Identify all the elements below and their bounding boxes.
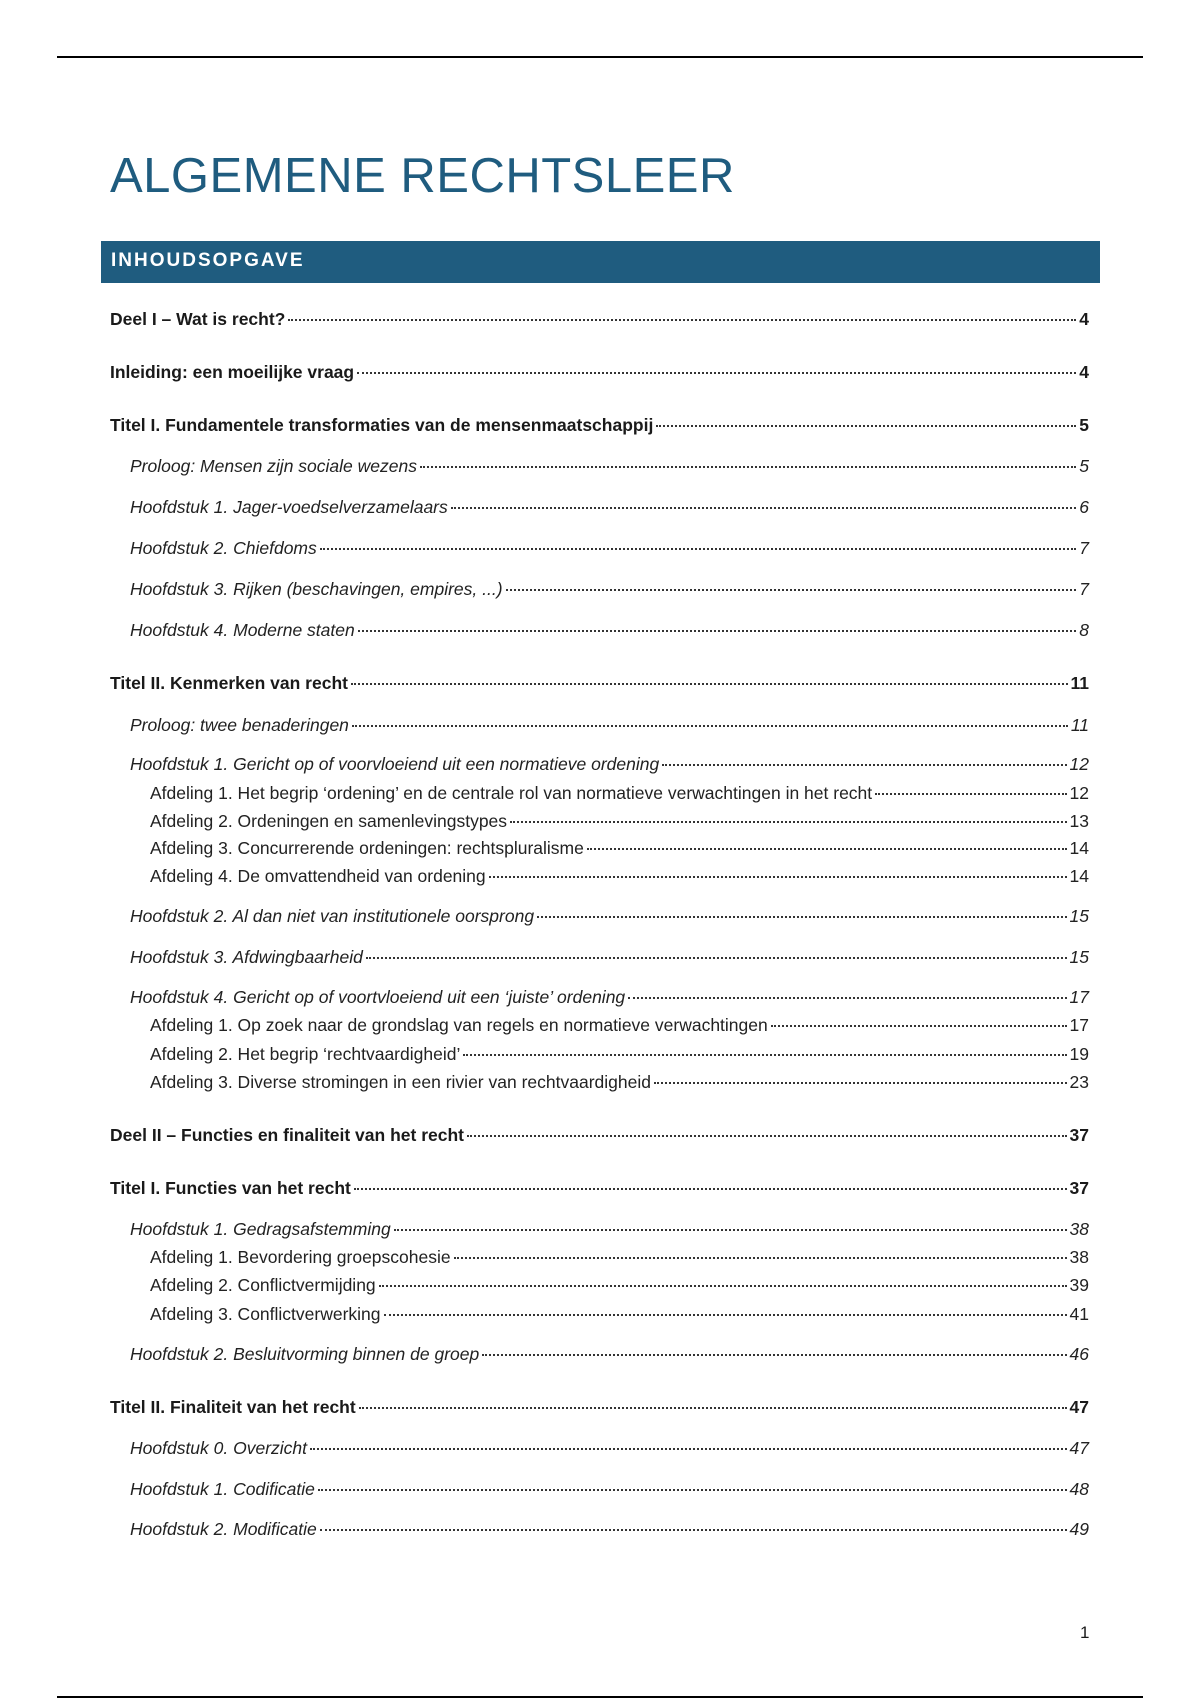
toc-dot-leader <box>394 1229 1067 1231</box>
toc-dot-leader <box>359 1407 1067 1409</box>
toc-entry[interactable] <box>130 496 1089 518</box>
toc-dot-leader <box>351 683 1068 685</box>
toc-entry[interactable] <box>150 782 1089 804</box>
toc-entry-label: Hoofdstuk 2. Al dan niet van institutionele oorsprong <box>130 906 535 926</box>
toc-dot-leader <box>318 1489 1067 1491</box>
toc-entry-label: Deel II – Functies en finaliteit van het recht <box>110 1125 464 1145</box>
toc-entry-label: Deel I – Wat is recht? <box>110 309 286 329</box>
toc-entry[interactable] <box>110 414 1089 436</box>
toc-entry-page: 41 <box>1069 1304 1089 1324</box>
toc-entry-page: 11 <box>1070 715 1089 735</box>
toc-dot-leader <box>320 548 1077 550</box>
toc-entry-page: 17 <box>1069 987 1089 1007</box>
toc-entry-label: Hoofdstuk 4. Moderne staten <box>130 620 355 640</box>
toc-entry[interactable] <box>110 1396 1089 1418</box>
toc-entry-page: 38 <box>1069 1219 1089 1239</box>
toc-dot-leader <box>875 793 1066 795</box>
toc-entry-page: 7 <box>1079 538 1089 558</box>
document-title: ALGEMENE RECHTSLEER <box>110 149 735 203</box>
toc-entry-label: Hoofdstuk 1. Codificatie <box>130 1479 315 1499</box>
toc-entry-label: Titel I. Fundamentele transformaties van de mensenmaatschappij <box>110 415 654 435</box>
toc-entry-page: 14 <box>1069 866 1089 886</box>
toc-entry[interactable] <box>110 308 1089 330</box>
toc-dot-leader <box>379 1285 1067 1287</box>
toc-entry[interactable] <box>130 753 1089 775</box>
toc-entry-page: 13 <box>1069 811 1089 831</box>
top-rule <box>57 56 1143 58</box>
toc-entry-page: 6 <box>1079 497 1089 517</box>
toc-entry[interactable] <box>130 537 1089 559</box>
toc-dot-leader <box>489 876 1067 878</box>
toc-entry[interactable] <box>150 810 1089 832</box>
toc-dot-leader <box>587 848 1067 850</box>
toc-entry-page: 39 <box>1069 1275 1089 1295</box>
toc-entry-page: 14 <box>1069 838 1089 858</box>
toc-entry[interactable] <box>150 1014 1089 1036</box>
toc-entry-label: Hoofdstuk 1. Gedragsafstemming <box>130 1219 391 1239</box>
toc-entry-label: Afdeling 3. Concurrerende ordeningen: rechtspluralisme <box>150 838 584 858</box>
toc-entry-page: 19 <box>1069 1044 1089 1064</box>
toc-entry-page: 12 <box>1069 783 1089 803</box>
toc-entry-label: Hoofdstuk 1. Jager-voedselverzamelaars <box>130 497 448 517</box>
toc-entry[interactable] <box>130 1478 1089 1500</box>
toc-entry-label: Afdeling 2. Ordeningen en samenlevingstypes <box>150 811 508 831</box>
toc-entry-page: 15 <box>1069 906 1089 926</box>
toc-entry-page: 46 <box>1069 1344 1089 1364</box>
toc-entry[interactable] <box>130 905 1089 927</box>
toc-heading-band <box>101 241 1100 283</box>
toc-entry-label: Afdeling 1. Het begrip ‘ordening’ en de centrale rol van normatieve verwachtingen in het recht <box>150 783 873 803</box>
toc-dot-leader <box>537 916 1066 918</box>
toc-entry-label: Titel II. Finaliteit van het recht <box>110 1397 356 1417</box>
toc-dot-leader <box>654 1082 1067 1084</box>
toc-entry-page: 37 <box>1069 1178 1089 1198</box>
toc-dot-leader <box>354 1188 1067 1190</box>
toc-dot-leader <box>384 1314 1067 1316</box>
toc-dot-leader <box>320 1529 1067 1531</box>
toc-dot-leader <box>662 764 1066 766</box>
toc-entry-page: 15 <box>1069 947 1089 967</box>
toc-entry-label: Afdeling 1. Bevordering groepscohesie <box>150 1247 451 1267</box>
toc-entry-label: Titel II. Kenmerken van recht <box>110 673 348 693</box>
toc-entry-page: 47 <box>1069 1397 1089 1417</box>
toc-entry-label: Afdeling 3. Conflictverwerking <box>150 1304 381 1324</box>
toc-entry[interactable] <box>130 714 1089 736</box>
toc-entry-page: 8 <box>1079 620 1089 640</box>
toc-dot-leader <box>366 957 1067 959</box>
toc-entry-page: 49 <box>1069 1519 1089 1539</box>
toc-entry[interactable] <box>130 455 1089 477</box>
toc-dot-leader <box>310 1448 1067 1450</box>
toc-entry-label: Hoofdstuk 1. Gericht op of voorvloeiend uit een normatieve ordening <box>130 754 660 774</box>
toc-dot-leader <box>352 725 1068 727</box>
toc-entry[interactable] <box>130 946 1089 968</box>
toc-entry[interactable] <box>150 1043 1089 1065</box>
toc-entry-label: Hoofdstuk 4. Gericht op of voortvloeiend uit een ‘juiste’ ordening <box>130 987 626 1007</box>
toc-dot-leader <box>454 1257 1067 1259</box>
toc-entry-page: 5 <box>1079 415 1089 435</box>
toc-dot-leader <box>357 372 1076 374</box>
toc-entry[interactable] <box>110 1177 1089 1199</box>
toc-entry-label: Afdeling 2. Het begrip ‘rechtvaardigheid’ <box>150 1044 461 1064</box>
toc-heading: INHOUDSOPGAVE <box>111 250 305 271</box>
toc-entry-label: Afdeling 1. Op zoek naar de grondslag van regels en normatieve verwachtingen <box>150 1015 768 1035</box>
toc-dot-leader <box>358 630 1077 632</box>
toc-dot-leader <box>451 507 1077 509</box>
toc-entry-page: 7 <box>1079 579 1089 599</box>
toc-entry-label: Proloog: Mensen zijn sociale wezens <box>130 456 417 476</box>
toc-entry[interactable] <box>150 837 1089 859</box>
toc-entry-label: Afdeling 3. Diverse stromingen in een rivier van rechtvaardigheid <box>150 1072 651 1092</box>
toc-entry-page: 5 <box>1079 456 1089 476</box>
toc-entry-label: Titel I. Functies van het recht <box>110 1178 351 1198</box>
toc-dot-leader <box>628 997 1066 999</box>
toc-entry[interactable] <box>150 1246 1089 1268</box>
toc-dot-leader <box>506 589 1077 591</box>
bottom-rule <box>57 1696 1143 1698</box>
toc-entry[interactable] <box>110 361 1089 383</box>
toc-entry-page: 17 <box>1069 1015 1089 1035</box>
page-number: 1 <box>1080 1623 1090 1642</box>
toc-entry-label: Hoofdstuk 3. Rijken (beschavingen, empires, ...) <box>130 579 503 599</box>
toc-entry[interactable] <box>110 672 1089 694</box>
toc-entry-page: 47 <box>1069 1438 1089 1458</box>
toc-dot-leader <box>510 821 1066 823</box>
toc-entry-label: Inleiding: een moeilijke vraag <box>110 362 355 382</box>
toc-entry-label: Hoofdstuk 2. Modificatie <box>130 1519 317 1539</box>
toc-entry[interactable] <box>110 1124 1089 1146</box>
toc-entry[interactable] <box>130 619 1089 641</box>
toc-dot-leader <box>420 466 1076 468</box>
toc-entry-page: 48 <box>1069 1479 1089 1499</box>
toc-entry-label: Afdeling 2. Conflictvermijding <box>150 1275 376 1295</box>
toc-entry-label: Hoofdstuk 2. Besluitvorming binnen de groep <box>130 1344 480 1364</box>
toc-dot-leader <box>467 1135 1067 1137</box>
toc-dot-leader <box>771 1025 1067 1027</box>
toc-entry[interactable] <box>130 1218 1089 1240</box>
toc-entry[interactable] <box>150 1071 1089 1093</box>
toc-entry-label: Hoofdstuk 3. Afdwingbaarheid <box>130 947 363 967</box>
toc-entry[interactable] <box>130 1437 1089 1459</box>
toc-dot-leader <box>656 425 1076 427</box>
toc-entry-page: 11 <box>1070 673 1089 693</box>
toc-entry-page: 37 <box>1069 1125 1089 1145</box>
toc-entry-label: Afdeling 4. De omvattendheid van ordening <box>150 866 486 886</box>
toc-entry-page: 38 <box>1069 1247 1089 1267</box>
toc-entry-page: 23 <box>1069 1072 1089 1092</box>
toc-dot-leader <box>482 1354 1066 1356</box>
toc-entry-page: 4 <box>1079 362 1089 382</box>
toc-entry-label: Hoofdstuk 0. Overzicht <box>130 1438 308 1458</box>
toc-entry[interactable] <box>150 1274 1089 1296</box>
toc-entry[interactable] <box>150 865 1089 887</box>
toc-entry-label: Proloog: twee benaderingen <box>130 715 349 735</box>
toc-entry-page: 4 <box>1079 309 1089 329</box>
toc-entry[interactable] <box>130 986 1089 1008</box>
toc-entry-page: 12 <box>1069 754 1089 774</box>
toc-dot-leader <box>463 1054 1066 1056</box>
toc-entry[interactable] <box>130 1343 1089 1365</box>
toc-entry[interactable] <box>130 578 1089 600</box>
toc-entry[interactable] <box>130 1518 1089 1540</box>
toc-entry[interactable] <box>150 1303 1089 1325</box>
toc-dot-leader <box>288 319 1076 321</box>
toc-entry-label: Hoofdstuk 2. Chiefdoms <box>130 538 317 558</box>
